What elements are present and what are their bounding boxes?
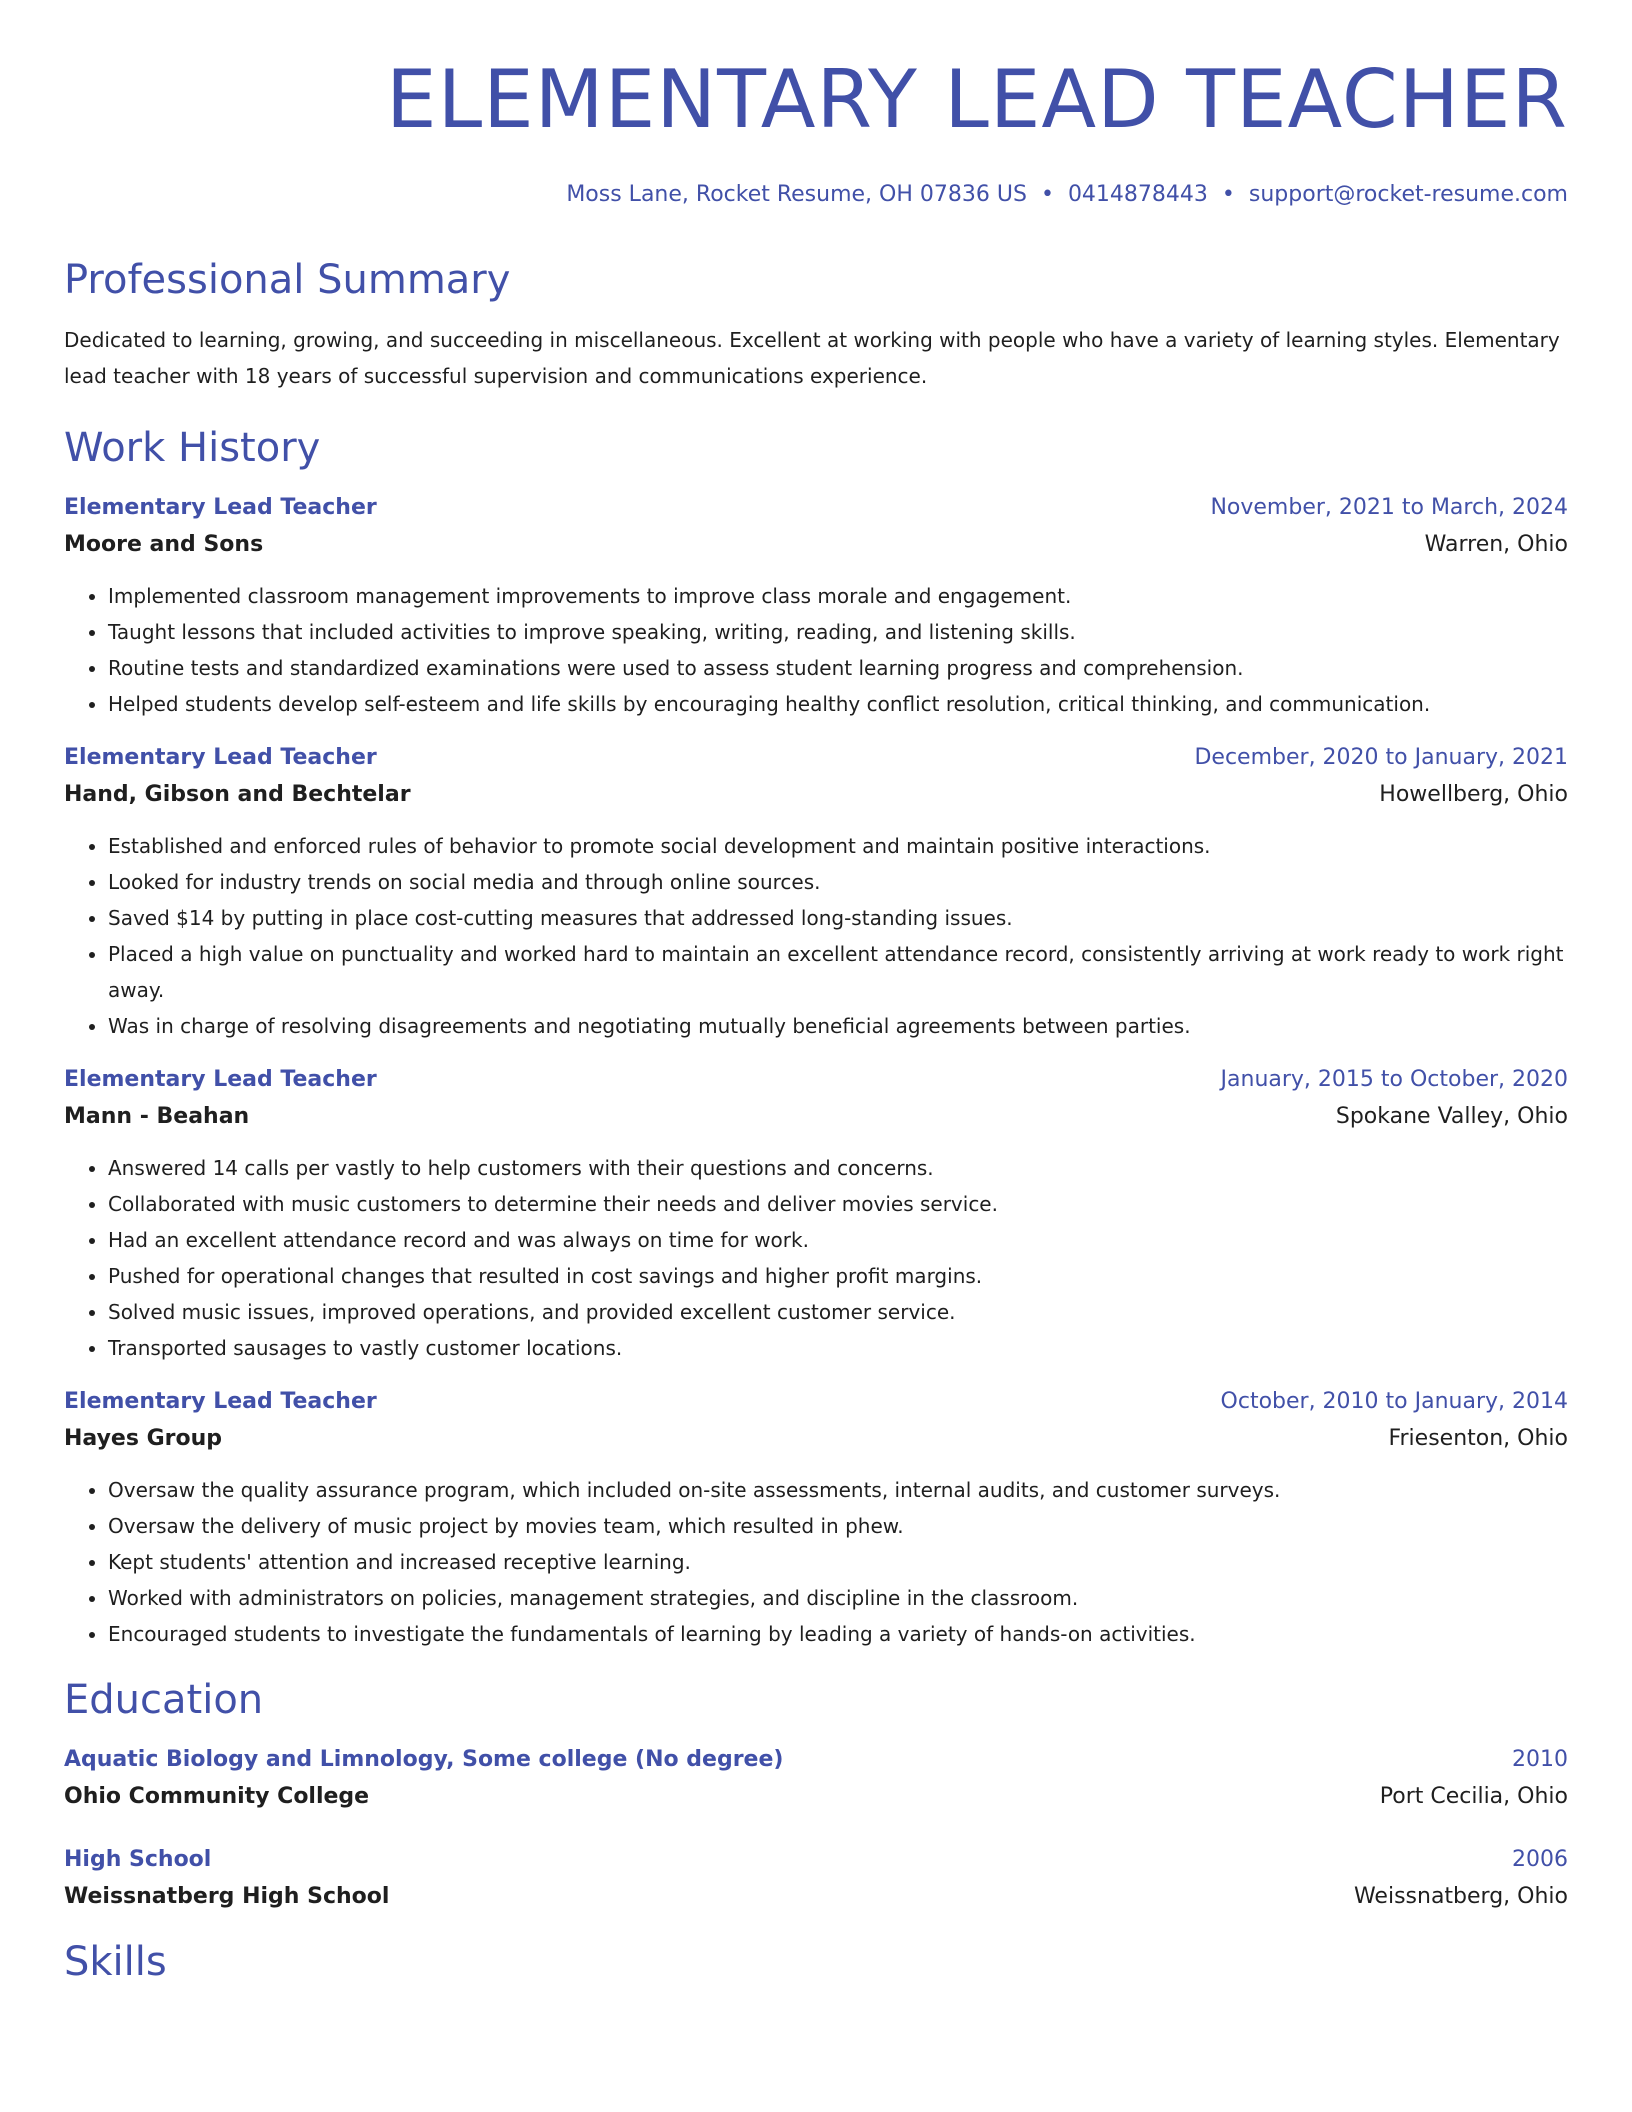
work-history-list — [64, 490, 1568, 1652]
job-bullet-list — [64, 1150, 1568, 1366]
education-entry — [64, 1842, 1568, 1916]
job-entry — [64, 1062, 1568, 1366]
education-header-row — [64, 1742, 1568, 1778]
job-bullet: • Oversaw the quality assurance program, which included on-site assessments, internal audits, and customer surveys. — [108, 1472, 1568, 1508]
job-entry — [64, 490, 1568, 722]
job-bullet: • Saved $14 by putting in place cost-cutting measures that addressed long-standing issues. — [108, 900, 1568, 936]
education-entry — [64, 1742, 1568, 1816]
job-bullet: • Helped students develop self-esteem and life skills by encouraging healthy conflict resolution, critical thinking, and communication. — [108, 686, 1568, 722]
education-degree: High School — [64, 1847, 212, 1872]
contact-email[interactable]: support@rocket-resume.com — [1248, 182, 1568, 207]
job-bullet: • Placed a high value on punctuality and worked hard to maintain an excellent attendance record, consistently arriving at work ready to work right away. — [108, 936, 1568, 1008]
contact-separator: • — [1040, 182, 1054, 207]
contact-phone: 0414878443 — [1067, 182, 1208, 207]
education-degree: Aquatic Biology and Limnology, Some college (No degree) — [64, 1747, 784, 1772]
education-year: 2010 — [1512, 1747, 1568, 1772]
job-bullet: • Looked for industry trends on social media and through online sources. — [108, 864, 1568, 900]
job-bullet-list — [64, 578, 1568, 722]
job-bullet: • Established and enforced rules of behavior to promote social development and maintain positive interactions. — [108, 828, 1568, 864]
job-bullet: • Solved music issues, improved operations, and provided excellent customer service. — [108, 1294, 1568, 1330]
job-header-row — [64, 740, 1568, 776]
job-bullet: • Implemented classroom management improvements to improve class morale and engagement. — [108, 578, 1568, 614]
education-school: Ohio Community College — [64, 1784, 370, 1809]
education-list — [64, 1742, 1568, 1916]
resume-header — [64, 0, 1568, 210]
job-dates: October, 2010 to January, 2014 — [1220, 1389, 1568, 1414]
section-title-skills: Skills — [64, 1939, 167, 1985]
job-company-row — [64, 526, 1568, 564]
job-role: Elementary Lead Teacher — [64, 495, 377, 520]
job-bullet: • Oversaw the delivery of music project by movies team, which resulted in phew. — [108, 1508, 1568, 1544]
contact-line — [64, 180, 1568, 210]
education-school-row — [64, 1778, 1568, 1816]
job-entry — [64, 740, 1568, 1044]
job-bullet-list — [64, 828, 1568, 1044]
job-location: Howellberg, Ohio — [1379, 782, 1568, 807]
resume-page — [64, 0, 1568, 1986]
section-title-education: Education — [64, 1677, 264, 1723]
job-bullet: • Answered 14 calls per vastly to help customers with their questions and concerns. — [108, 1150, 1568, 1186]
job-company-row — [64, 776, 1568, 814]
contact-separator: • — [1221, 182, 1235, 207]
education-location: Port Cecilia, Ohio — [1379, 1784, 1568, 1809]
job-dates: December, 2020 to January, 2021 — [1194, 745, 1568, 770]
job-bullet: • Worked with administrators on policies, management strategies, and discipline in the classroom. — [108, 1580, 1568, 1616]
job-location: Friesenton, Ohio — [1388, 1426, 1568, 1451]
job-bullet: • Kept students' attention and increased receptive learning. — [108, 1544, 1568, 1580]
job-dates: January, 2015 to October, 2020 — [1220, 1067, 1568, 1092]
job-bullet: • Was in charge of resolving disagreements and negotiating mutually beneficial agreements between parties. — [108, 1008, 1568, 1044]
job-bullet: • Taught lessons that included activities to improve speaking, writing, reading, and listening skills. — [108, 614, 1568, 650]
job-company: Hayes Group — [64, 1426, 223, 1451]
education-header-row — [64, 1842, 1568, 1878]
contact-address: Moss Lane, Rocket Resume, OH 07836 US — [566, 182, 1027, 207]
education-school: Weissnatberg High School — [64, 1884, 390, 1909]
section-title-work-history: Work History — [64, 425, 321, 471]
job-role: Elementary Lead Teacher — [64, 745, 377, 770]
job-role: Elementary Lead Teacher — [64, 1067, 377, 1092]
job-header-row — [64, 490, 1568, 526]
job-bullet: • Routine tests and standardized examinations were used to assess student learning progress and comprehension. — [108, 650, 1568, 686]
job-role: Elementary Lead Teacher — [64, 1389, 377, 1414]
job-header-row — [64, 1062, 1568, 1098]
summary-text: Dedicated to learning, growing, and succeeding in miscellaneous. Excellent at working with people who have a variety of learning styles. Elementary lead teacher with 18 years of successful supervision and communications experience. — [64, 328, 1560, 388]
section-title-summary: Professional Summary — [64, 257, 511, 303]
job-company: Moore and Sons — [64, 532, 264, 557]
education-school-row — [64, 1878, 1568, 1916]
job-bullet-list — [64, 1472, 1568, 1652]
job-bullet: • Had an excellent attendance record and was always on time for work. — [108, 1222, 1568, 1258]
job-bullet: • Collaborated with music customers to determine their needs and deliver movies service. — [108, 1186, 1568, 1222]
job-entry — [64, 1384, 1568, 1652]
job-location: Spokane Valley, Ohio — [1335, 1104, 1568, 1129]
job-company-row — [64, 1098, 1568, 1136]
job-company: Hand, Gibson and Bechtelar — [64, 782, 411, 807]
job-header-row — [64, 1384, 1568, 1420]
job-company-row — [64, 1420, 1568, 1458]
job-bullet: • Encouraged students to investigate the fundamentals of learning by leading a variety of hands-on activities. — [108, 1616, 1568, 1652]
job-bullet: • Transported sausages to vastly customer locations. — [108, 1330, 1568, 1366]
education-year: 2006 — [1512, 1847, 1568, 1872]
job-company: Mann - Beahan — [64, 1104, 250, 1129]
candidate-name: ELEMENTARY LEAD TEACHER — [386, 53, 1568, 146]
education-location: Weissnatberg, Ohio — [1353, 1884, 1568, 1909]
job-location: Warren, Ohio — [1424, 532, 1568, 557]
job-bullet: • Pushed for operational changes that resulted in cost savings and higher profit margins. — [108, 1258, 1568, 1294]
job-dates: November, 2021 to March, 2024 — [1210, 495, 1568, 520]
